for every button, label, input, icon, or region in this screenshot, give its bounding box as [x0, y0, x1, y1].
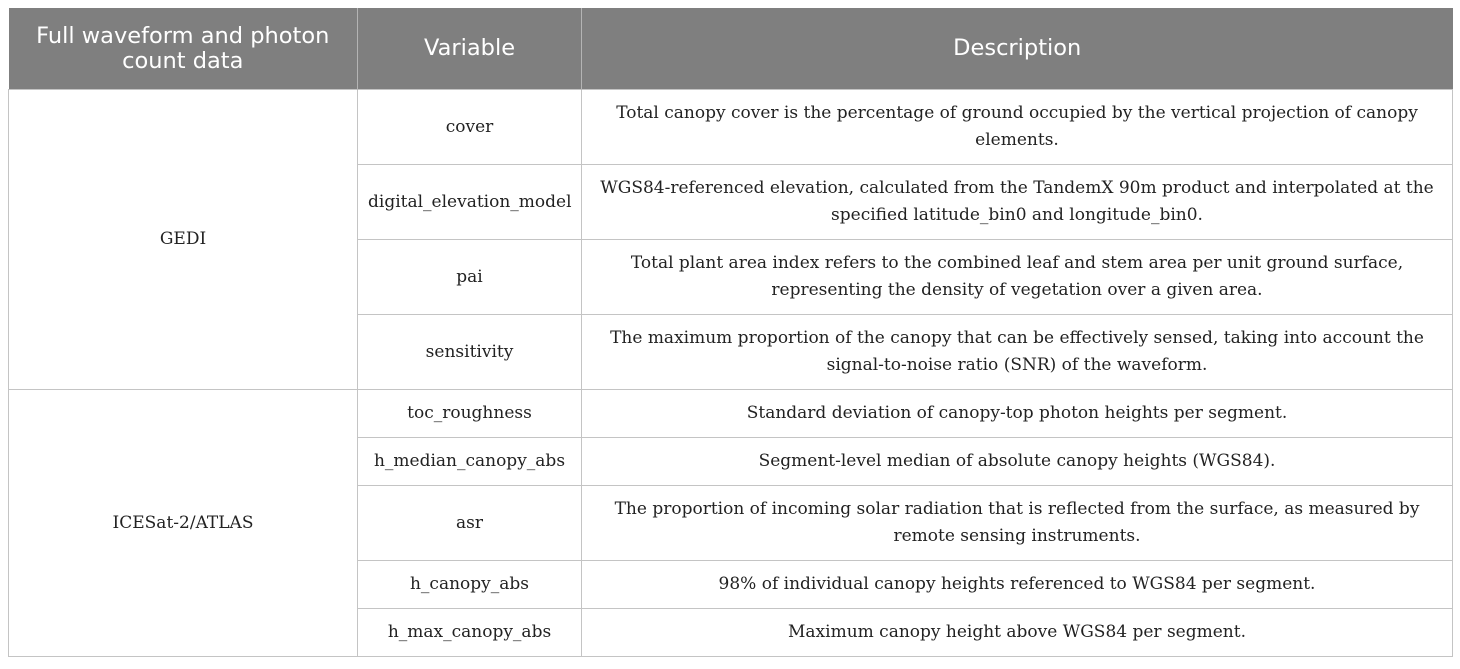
header-variable: Variable [358, 8, 582, 90]
group-cell-icesat2-atlas: ICESat-2/ATLAS [9, 390, 358, 657]
variable-cell: digital_elevation_model [358, 165, 582, 240]
description-cell: The proportion of incoming solar radiation that is reflected from the surface, as measured by remote sensing instruments. [582, 486, 1453, 561]
variable-cell: asr [358, 486, 582, 561]
description-cell: Segment-level median of absolute canopy heights (WGS84). [582, 438, 1453, 486]
description-cell: The maximum proportion of the canopy that can be effectively sensed, taking into account the signal-to-noise ratio (SNR) of the waveform. [582, 315, 1453, 390]
variable-cell: h_median_canopy_abs [358, 438, 582, 486]
variable-cell: h_canopy_abs [358, 561, 582, 609]
description-cell: Maximum canopy height above WGS84 per segment. [582, 609, 1453, 657]
variable-cell: h_max_canopy_abs [358, 609, 582, 657]
description-cell: Total canopy cover is the percentage of ground occupied by the vertical projection of canopy elements. [582, 90, 1453, 165]
variables-table [8, 8, 1453, 657]
table-row [9, 90, 1453, 165]
table-row [9, 390, 1453, 438]
group-cell-gedi: GEDI [9, 90, 358, 390]
description-cell: Total plant area index refers to the combined leaf and stem area per unit ground surface, representing the density of vegetation over a given area. [582, 240, 1453, 315]
variable-cell: pai [358, 240, 582, 315]
description-cell: WGS84-referenced elevation, calculated from the TandemX 90m product and interpolated at the specified latitude_bin0 and longitude_bin0. [582, 165, 1453, 240]
description-cell: Standard deviation of canopy-top photon heights per segment. [582, 390, 1453, 438]
description-cell: 98% of individual canopy heights referenced to WGS84 per segment. [582, 561, 1453, 609]
header-data-source: Full waveform and photon count data [9, 8, 358, 90]
header-row [9, 8, 1453, 90]
variable-cell: cover [358, 90, 582, 165]
variable-cell: toc_roughness [358, 390, 582, 438]
header-description: Description [582, 8, 1453, 90]
variable-cell: sensitivity [358, 315, 582, 390]
